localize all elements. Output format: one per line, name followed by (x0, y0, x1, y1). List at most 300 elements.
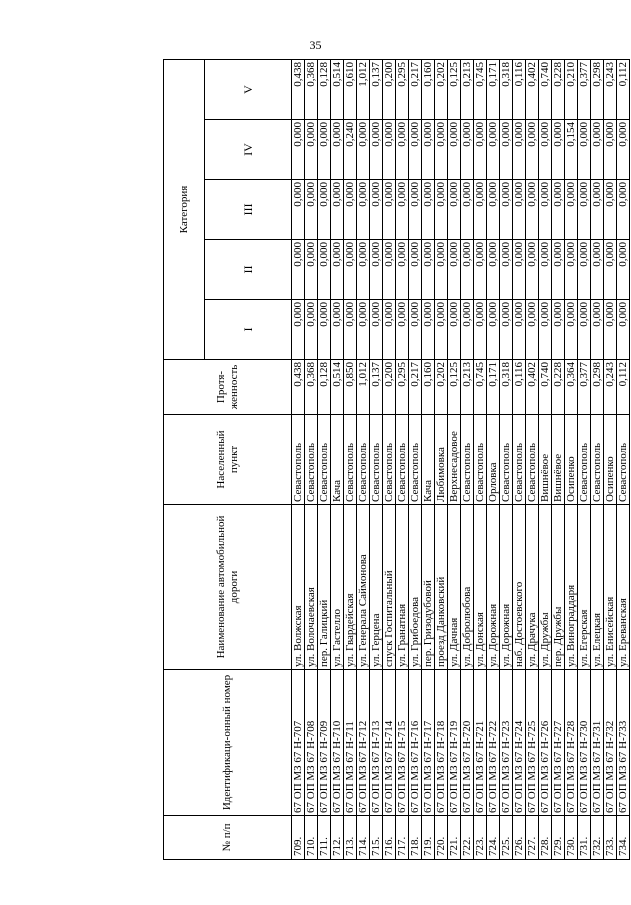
settlement: Вишнёвое (539, 415, 552, 505)
category-v-value: 0,745 (474, 59, 487, 119)
row-number: 714. (357, 816, 370, 860)
header-cat-iii: III (205, 180, 292, 240)
settlement: Севастополь (318, 415, 331, 505)
road-length: 0,298 (591, 360, 604, 415)
road-length: 0,112 (617, 360, 630, 415)
table-row (539, 59, 552, 859)
row-number: 713. (344, 816, 357, 860)
settlement: Севастополь (578, 415, 591, 505)
category-v-value: 0,202 (435, 59, 448, 119)
road-name: ул. Дорожная (500, 505, 513, 670)
category-ii-value: 0,000 (526, 240, 539, 300)
settlement: Севастополь (461, 415, 474, 505)
header-category: Категория (164, 59, 205, 359)
road-name: ул. Донская (474, 505, 487, 670)
road-name: ул. Волочаевская (305, 505, 318, 670)
road-id: 67 ОП МЗ 67 Н-710 (331, 670, 344, 816)
road-id: 67 ОП МЗ 67 Н-728 (565, 670, 578, 816)
table-row (526, 59, 539, 859)
row-number: 727. (526, 816, 539, 860)
row-number: 720. (435, 816, 448, 860)
category-iv-value: 0,000 (591, 120, 604, 180)
road-length: 0,171 (487, 360, 500, 415)
road-id: 67 ОП МЗ 67 Н-718 (435, 670, 448, 816)
road-name: ул. Дачная (448, 505, 461, 670)
category-ii-value: 0,000 (617, 240, 630, 300)
road-name: ул. Винограддаря (565, 505, 578, 670)
settlement: Севастополь (357, 415, 370, 505)
category-i-value: 0,000 (448, 300, 461, 360)
category-i-value: 0,000 (370, 300, 383, 360)
road-length: 0,740 (539, 360, 552, 415)
header-place: Населенный пункт (164, 415, 292, 505)
table-row (578, 59, 591, 859)
road-name: проезд Данковский (435, 505, 448, 670)
category-i-value: 0,000 (617, 300, 630, 360)
category-v-value: 0,128 (318, 59, 331, 119)
category-ii-value: 0,000 (578, 240, 591, 300)
road-name: ул. Грибоедова (409, 505, 422, 670)
row-number: 726. (513, 816, 526, 860)
category-i-value: 0,000 (552, 300, 565, 360)
header-length: Протя-женность (164, 360, 292, 415)
category-v-value: 0,402 (526, 59, 539, 119)
header-cat-ii: II (205, 240, 292, 300)
road-id: 67 ОП МЗ 67 Н-732 (604, 670, 617, 816)
table-row (474, 59, 487, 859)
category-iii-value: 0,000 (383, 180, 396, 240)
road-name: ул. Енисейская (604, 505, 617, 670)
row-number: 723. (474, 816, 487, 860)
settlement: Вишнёвое (552, 415, 565, 505)
table-row (552, 59, 565, 859)
road-name: ул. Гастелло (331, 505, 344, 670)
header-cat-i: I (205, 300, 292, 360)
category-ii-value: 0,000 (604, 240, 617, 300)
category-iii-value: 0,000 (435, 180, 448, 240)
row-number: 732. (591, 816, 604, 860)
road-name: ул. Герцена (370, 505, 383, 670)
category-iv-value: 0,000 (422, 120, 435, 180)
settlement: Севастополь (305, 415, 318, 505)
category-iv-value: 0,000 (513, 120, 526, 180)
row-number: 729. (552, 816, 565, 860)
road-id: 67 ОП МЗ 67 Н-720 (461, 670, 474, 816)
category-i-value: 0,000 (292, 300, 305, 360)
road-id: 67 ОП МЗ 67 Н-713 (370, 670, 383, 816)
settlement: Севастополь (383, 415, 396, 505)
category-iii-value: 0,000 (292, 180, 305, 240)
road-id: 67 ОП МЗ 67 Н-708 (305, 670, 318, 816)
category-ii-value: 0,000 (513, 240, 526, 300)
category-v-value: 0,228 (552, 59, 565, 119)
category-ii-value: 0,000 (344, 240, 357, 300)
road-id: 67 ОП МЗ 67 Н-719 (448, 670, 461, 816)
settlement: Севастополь (370, 415, 383, 505)
category-v-value: 0,243 (604, 59, 617, 119)
category-v-value: 0,125 (448, 59, 461, 119)
page-number: 35 (309, 38, 322, 52)
category-iv-value: 0,000 (305, 120, 318, 180)
road-length: 0,514 (331, 360, 344, 415)
table-row (292, 59, 305, 859)
road-name: ул. Добролюбова (461, 505, 474, 670)
category-iv-value: 0,000 (383, 120, 396, 180)
road-length: 0,364 (565, 360, 578, 415)
row-number: 724. (487, 816, 500, 860)
category-iv-value: 0,000 (331, 120, 344, 180)
category-ii-value: 0,000 (565, 240, 578, 300)
settlement: Севастополь (617, 415, 630, 505)
table-row (344, 59, 357, 859)
category-iii-value: 0,000 (474, 180, 487, 240)
row-number: 710. (305, 816, 318, 860)
road-length: 0,745 (474, 360, 487, 415)
category-i-value: 0,000 (422, 300, 435, 360)
road-length: 0,368 (305, 360, 318, 415)
road-length: 0,116 (513, 360, 526, 415)
road-id: 67 ОП МЗ 67 Н-725 (526, 670, 539, 816)
settlement: Орловка (487, 415, 500, 505)
category-iv-value: 0,240 (344, 120, 357, 180)
category-v-value: 0,610 (344, 59, 357, 119)
table-row (604, 59, 617, 859)
road-length: 0,128 (318, 360, 331, 415)
category-i-value: 0,000 (461, 300, 474, 360)
roads-table-rotated (163, 60, 629, 860)
category-iii-value: 0,000 (591, 180, 604, 240)
category-ii-value: 0,000 (474, 240, 487, 300)
settlement: Севастополь (474, 415, 487, 505)
table-row (487, 59, 500, 859)
road-name: ул. Ереванская (617, 505, 630, 670)
category-i-value: 0,000 (500, 300, 513, 360)
road-name: ул. Дружбы (539, 505, 552, 670)
road-name: ул. Дорожная (487, 505, 500, 670)
category-iii-value: 0,000 (552, 180, 565, 240)
road-length: 0,243 (604, 360, 617, 415)
road-name: ул. Гранатная (396, 505, 409, 670)
road-id: 67 ОП МЗ 67 Н-716 (409, 670, 422, 816)
road-id: 67 ОП МЗ 67 Н-731 (591, 670, 604, 816)
table-viewport (163, 60, 629, 860)
row-number: 716. (383, 816, 396, 860)
category-i-value: 0,000 (305, 300, 318, 360)
category-ii-value: 0,000 (357, 240, 370, 300)
category-iv-value: 0,000 (552, 120, 565, 180)
settlement: Осипенко (565, 415, 578, 505)
category-ii-value: 0,000 (318, 240, 331, 300)
road-length: 0,160 (422, 360, 435, 415)
category-ii-value: 0,000 (552, 240, 565, 300)
settlement: Севастополь (409, 415, 422, 505)
settlement: Севастополь (591, 415, 604, 505)
road-id: 67 ОП МЗ 67 Н-709 (318, 670, 331, 816)
table-row (500, 59, 513, 859)
row-number: 719. (422, 816, 435, 860)
category-i-value: 0,000 (604, 300, 617, 360)
road-id: 67 ОП МЗ 67 Н-712 (357, 670, 370, 816)
table-row (357, 59, 370, 859)
category-ii-value: 0,000 (435, 240, 448, 300)
road-id: 67 ОП МЗ 67 Н-715 (396, 670, 409, 816)
category-ii-value: 0,000 (487, 240, 500, 300)
category-iii-value: 0,000 (357, 180, 370, 240)
table-row (370, 59, 383, 859)
road-id: 67 ОП МЗ 67 Н-722 (487, 670, 500, 816)
road-name: ул. Волжская (292, 505, 305, 670)
row-number: 711. (318, 816, 331, 860)
category-ii-value: 0,000 (448, 240, 461, 300)
row-number: 725. (500, 816, 513, 860)
category-i-value: 0,000 (526, 300, 539, 360)
category-iv-value: 0,000 (617, 120, 630, 180)
category-v-value: 0,116 (513, 59, 526, 119)
category-iii-value: 0,000 (487, 180, 500, 240)
category-iii-value: 0,000 (409, 180, 422, 240)
road-id: 67 ОП МЗ 67 Н-721 (474, 670, 487, 816)
row-number: 728. (539, 816, 552, 860)
category-iv-value: 0,000 (318, 120, 331, 180)
category-iii-value: 0,000 (513, 180, 526, 240)
category-i-value: 0,000 (396, 300, 409, 360)
road-length: 0,850 (344, 360, 357, 415)
category-iv-value: 0,000 (461, 120, 474, 180)
table-row (513, 59, 526, 859)
category-ii-value: 0,000 (331, 240, 344, 300)
row-number: 709. (292, 816, 305, 860)
category-v-value: 0,298 (591, 59, 604, 119)
category-ii-value: 0,000 (461, 240, 474, 300)
category-iv-value: 0,000 (292, 120, 305, 180)
category-iii-value: 0,000 (617, 180, 630, 240)
category-i-value: 0,000 (409, 300, 422, 360)
header-id: Идентификаци-онный номер (164, 670, 292, 816)
category-i-value: 0,000 (578, 300, 591, 360)
category-v-value: 1,012 (357, 59, 370, 119)
header-name: Наименование автомобильной дороги (164, 505, 292, 670)
category-ii-value: 0,000 (305, 240, 318, 300)
category-v-value: 0,514 (331, 59, 344, 119)
category-i-value: 0,000 (591, 300, 604, 360)
table-row (305, 59, 318, 859)
category-iv-value: 0,000 (357, 120, 370, 180)
category-ii-value: 0,000 (292, 240, 305, 300)
table-row (617, 59, 630, 859)
road-id: 67 ОП МЗ 67 Н-723 (500, 670, 513, 816)
settlement: Севастополь (396, 415, 409, 505)
category-v-value: 0,171 (487, 59, 500, 119)
table-row (448, 59, 461, 859)
header-cat-v: V (205, 59, 292, 119)
settlement: Любимовка (435, 415, 448, 505)
settlement: Кача (422, 415, 435, 505)
road-length: 0,125 (448, 360, 461, 415)
category-v-value: 0,200 (383, 59, 396, 119)
road-id: 67 ОП МЗ 67 Н-724 (513, 670, 526, 816)
category-ii-value: 0,000 (422, 240, 435, 300)
road-id: 67 ОП МЗ 67 Н-707 (292, 670, 305, 816)
category-i-value: 0,000 (474, 300, 487, 360)
settlement: Севастополь (344, 415, 357, 505)
road-length: 0,228 (552, 360, 565, 415)
road-length: 0,200 (383, 360, 396, 415)
row-number: 717. (396, 816, 409, 860)
category-iii-value: 0,000 (396, 180, 409, 240)
category-iv-value: 0,000 (435, 120, 448, 180)
category-i-value: 0,000 (487, 300, 500, 360)
category-iii-value: 0,000 (526, 180, 539, 240)
roads-table (163, 59, 630, 860)
category-ii-value: 0,000 (539, 240, 552, 300)
category-iii-value: 0,000 (331, 180, 344, 240)
category-i-value: 0,000 (565, 300, 578, 360)
category-iv-value: 0,000 (370, 120, 383, 180)
category-iii-value: 0,000 (344, 180, 357, 240)
category-v-value: 0,318 (500, 59, 513, 119)
category-iii-value: 0,000 (305, 180, 318, 240)
category-i-value: 0,000 (331, 300, 344, 360)
road-id: 67 ОП МЗ 67 Н-730 (578, 670, 591, 816)
category-iv-value: 0,000 (396, 120, 409, 180)
road-name: ул. Гвардейская (344, 505, 357, 670)
road-name: ул. Драчука (526, 505, 539, 670)
category-iii-value: 0,000 (448, 180, 461, 240)
category-v-value: 0,217 (409, 59, 422, 119)
category-iv-value: 0,000 (578, 120, 591, 180)
category-iv-value: 0,000 (604, 120, 617, 180)
category-iv-value: 0,000 (500, 120, 513, 180)
settlement: Севастополь (292, 415, 305, 505)
road-length: 0,438 (292, 360, 305, 415)
category-iii-value: 0,000 (604, 180, 617, 240)
table-row (461, 59, 474, 859)
category-v-value: 0,438 (292, 59, 305, 119)
row-number: 712. (331, 816, 344, 860)
category-i-value: 0,000 (357, 300, 370, 360)
table-row (435, 59, 448, 859)
header-cat-iv: IV (205, 120, 292, 180)
category-iv-value: 0,000 (448, 120, 461, 180)
category-v-value: 0,112 (617, 59, 630, 119)
road-id: 67 ОП МЗ 67 Н-733 (617, 670, 630, 816)
category-v-value: 0,210 (565, 59, 578, 119)
road-length: 0,402 (526, 360, 539, 415)
category-iii-value: 0,000 (422, 180, 435, 240)
road-name: пер. Гризодубовой (422, 505, 435, 670)
road-id: 67 ОП МЗ 67 Н-714 (383, 670, 396, 816)
settlement: Верхнесадовое (448, 415, 461, 505)
category-v-value: 0,213 (461, 59, 474, 119)
road-length: 0,202 (435, 360, 448, 415)
road-id: 67 ОП МЗ 67 Н-717 (422, 670, 435, 816)
category-iii-value: 0,000 (500, 180, 513, 240)
settlement: Осипенко (604, 415, 617, 505)
category-iv-value: 0,154 (565, 120, 578, 180)
category-i-value: 0,000 (383, 300, 396, 360)
road-name: ул. Генерала Саймонова (357, 505, 370, 670)
settlement: Севастополь (500, 415, 513, 505)
table-row (331, 59, 344, 859)
table-row (422, 59, 435, 859)
category-iv-value: 0,000 (409, 120, 422, 180)
row-number: 715. (370, 816, 383, 860)
category-i-value: 0,000 (539, 300, 552, 360)
road-name: пер. Галицкий (318, 505, 331, 670)
category-iv-value: 0,000 (539, 120, 552, 180)
category-iii-value: 0,000 (565, 180, 578, 240)
row-number: 721. (448, 816, 461, 860)
road-name: наб. Достоевского (513, 505, 526, 670)
table-row (318, 59, 331, 859)
road-length: 0,137 (370, 360, 383, 415)
category-i-value: 0,000 (435, 300, 448, 360)
road-length: 0,295 (396, 360, 409, 415)
category-iii-value: 0,000 (370, 180, 383, 240)
header-num: № п/п (164, 816, 292, 860)
row-number: 734. (617, 816, 630, 860)
road-length: 0,318 (500, 360, 513, 415)
road-length: 0,217 (409, 360, 422, 415)
category-v-value: 0,740 (539, 59, 552, 119)
category-v-value: 0,377 (578, 59, 591, 119)
table-row (565, 59, 578, 859)
road-id: 67 ОП МЗ 67 Н-727 (552, 670, 565, 816)
row-number: 722. (461, 816, 474, 860)
road-name: ул. Егерская (578, 505, 591, 670)
road-name: спуск Госпитальный (383, 505, 396, 670)
category-iii-value: 0,000 (539, 180, 552, 240)
road-name: ул. Елецкая (591, 505, 604, 670)
road-length: 0,213 (461, 360, 474, 415)
table-body (292, 59, 630, 859)
category-iv-value: 0,000 (474, 120, 487, 180)
category-i-value: 0,000 (344, 300, 357, 360)
settlement: Кача (331, 415, 344, 505)
road-name: пер. Дружбы (552, 505, 565, 670)
category-iii-value: 0,000 (461, 180, 474, 240)
category-v-value: 0,295 (396, 59, 409, 119)
table-row (383, 59, 396, 859)
header-row-1 (164, 59, 205, 859)
category-ii-value: 0,000 (591, 240, 604, 300)
category-iv-value: 0,000 (526, 120, 539, 180)
category-ii-value: 0,000 (409, 240, 422, 300)
table-row (396, 59, 409, 859)
row-number: 731. (578, 816, 591, 860)
category-v-value: 0,368 (305, 59, 318, 119)
settlement: Севастополь (526, 415, 539, 505)
category-ii-value: 0,000 (370, 240, 383, 300)
category-iv-value: 0,000 (487, 120, 500, 180)
road-length: 1,012 (357, 360, 370, 415)
category-v-value: 0,137 (370, 59, 383, 119)
category-ii-value: 0,000 (396, 240, 409, 300)
category-i-value: 0,000 (318, 300, 331, 360)
row-number: 730. (565, 816, 578, 860)
category-iii-value: 0,000 (318, 180, 331, 240)
category-i-value: 0,000 (513, 300, 526, 360)
table-row (409, 59, 422, 859)
road-id: 67 ОП МЗ 67 Н-726 (539, 670, 552, 816)
category-iii-value: 0,000 (578, 180, 591, 240)
row-number: 733. (604, 816, 617, 860)
settlement: Севастополь (513, 415, 526, 505)
road-id: 67 ОП МЗ 67 Н-711 (344, 670, 357, 816)
table-row (591, 59, 604, 859)
row-number: 718. (409, 816, 422, 860)
category-ii-value: 0,000 (383, 240, 396, 300)
